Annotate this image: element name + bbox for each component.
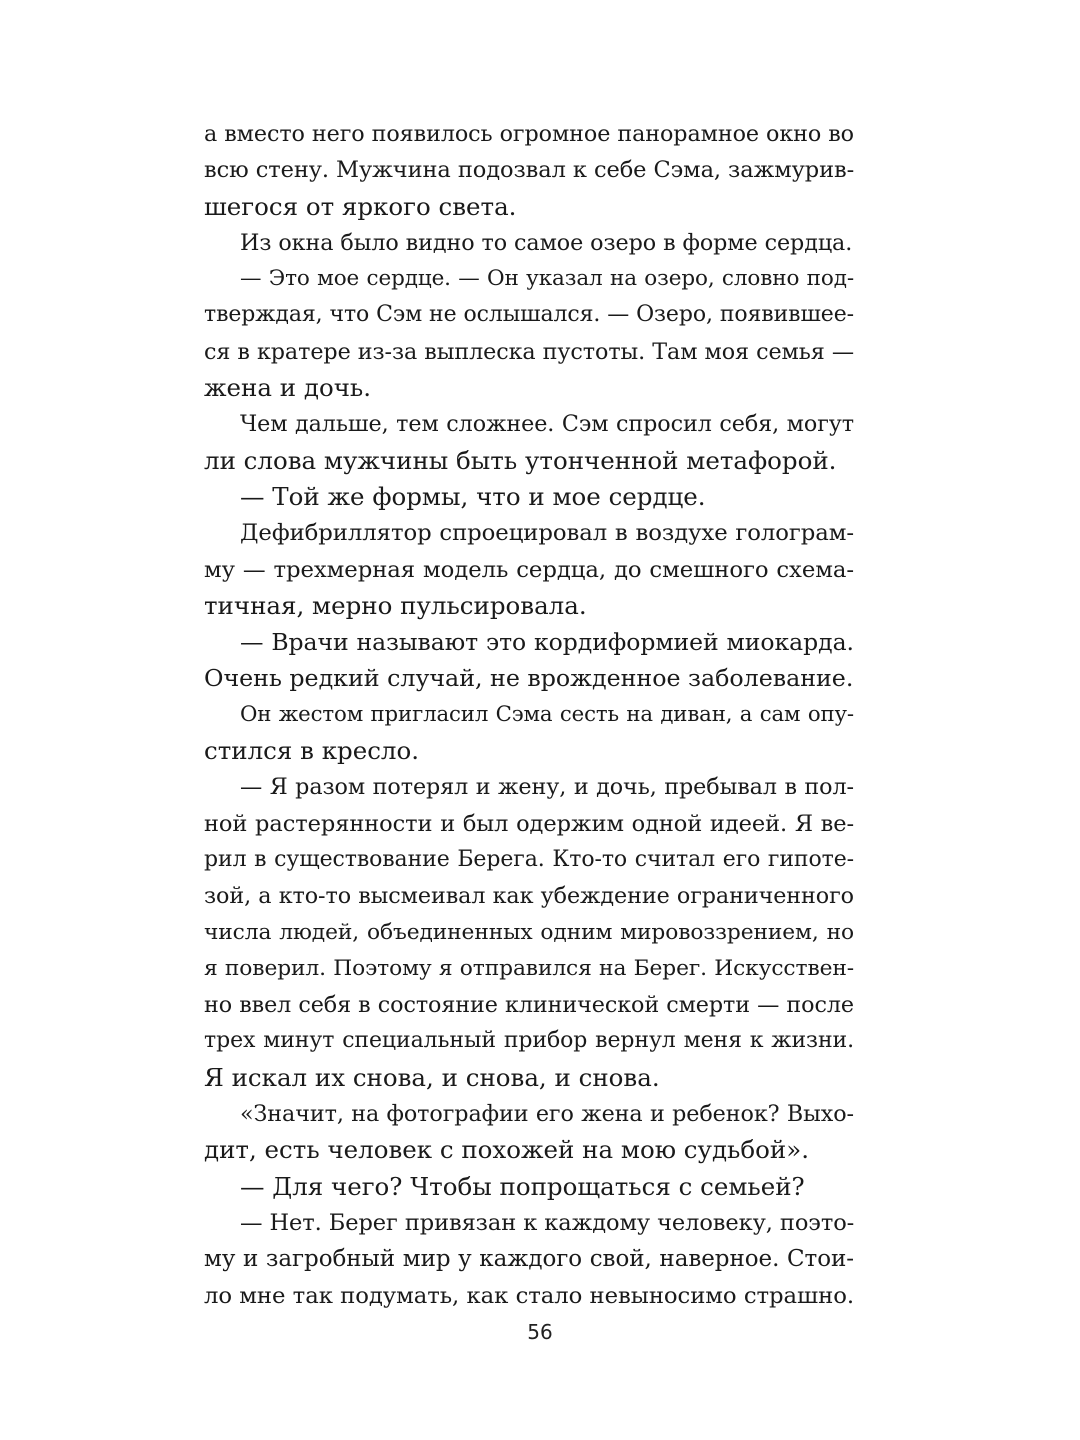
- text-line: Дефибриллятор спроецировал в воздухе голограм-: [240, 520, 854, 547]
- text-line: — Для чего? Чтобы попрощаться с семьей?: [240, 1171, 805, 1201]
- text-line: стился в кресло.: [204, 736, 420, 766]
- text-line: зой, а кто-то высмеивал как убеждение ограниченного: [204, 883, 854, 910]
- text-line: Я искал их снова, и снова, и снова.: [204, 1062, 660, 1092]
- text-line: тичная, мерно пульсировала.: [204, 590, 587, 620]
- text-line: рил в существование Берега. Кто-то считал его гипоте-: [204, 846, 854, 872]
- text-line: дит, есть человек с похожей на мою судьбой».: [204, 1135, 809, 1165]
- text-line: — Я разом потерял и жену, и дочь, пребывал в пол-: [240, 774, 854, 801]
- text-line: му — трехмерная модель сердца, до смешного схема-: [204, 556, 854, 583]
- text-line: я поверил. Поэтому я отправился на Берег. Искусствен-: [204, 955, 854, 981]
- text-line: Из окна было видно то самое озеро в форме сердца.: [240, 229, 853, 256]
- text-line: «Значит, на фотографии его жена и ребенок? Выхо-: [240, 1101, 854, 1128]
- text-line: но ввел себя в состояние клинической смерти — после: [204, 992, 854, 1019]
- text-line: всю стену. Мужчина подозвал к себе Сэма, зажмурив-: [204, 157, 855, 184]
- text-line: жена и дочь.: [204, 373, 372, 403]
- text-line: ной растерянности и был одержим одной идеей. Я ве-: [204, 810, 854, 837]
- text-line: — Той же формы, что и мое сердце.: [240, 481, 706, 511]
- text-line: ли слова мужчины быть утонченной метафорой.: [204, 445, 837, 475]
- text-line: ся в кратере из-за выплеска пустоты. Там моя семья —: [204, 338, 854, 365]
- text-line: Очень редкий случай, не врожденное заболевание.: [204, 664, 854, 693]
- text-line: — Нет. Берег привязан к каждому человеку, поэто-: [240, 1209, 855, 1236]
- text-line: Чем дальше, тем сложнее. Сэм спросил себя, могут: [240, 411, 854, 438]
- text-line: — Это мое сердце. — Он указал на озеро, словно под-: [240, 266, 854, 292]
- text-line: трех минут специальный прибор вернул меня к жизни.: [204, 1028, 854, 1054]
- text-line: — Врачи называют это кордиформией миокарда.: [240, 628, 854, 657]
- text-line: Он жестом пригласил Сэма сесть на диван, а сам опу-: [240, 701, 854, 727]
- text-line: му и загробный мир у каждого свой, наверное. Стои-: [204, 1246, 854, 1273]
- text-line: ло мне так подумать, как стало невыносимо страшно.: [204, 1282, 854, 1309]
- text-line: тверждая, что Сэм не ослышался. — Озеро, появившее-: [204, 302, 854, 328]
- page-number: 56: [527, 1320, 553, 1344]
- text-line: шегося от яркого света.: [204, 191, 517, 221]
- body-text: [204, 116, 854, 1314]
- text-line: числа людей, объединенных одним мировоззрением, но: [204, 919, 854, 945]
- text-line: а вместо него появилось огромное панорамное окно во: [204, 121, 854, 147]
